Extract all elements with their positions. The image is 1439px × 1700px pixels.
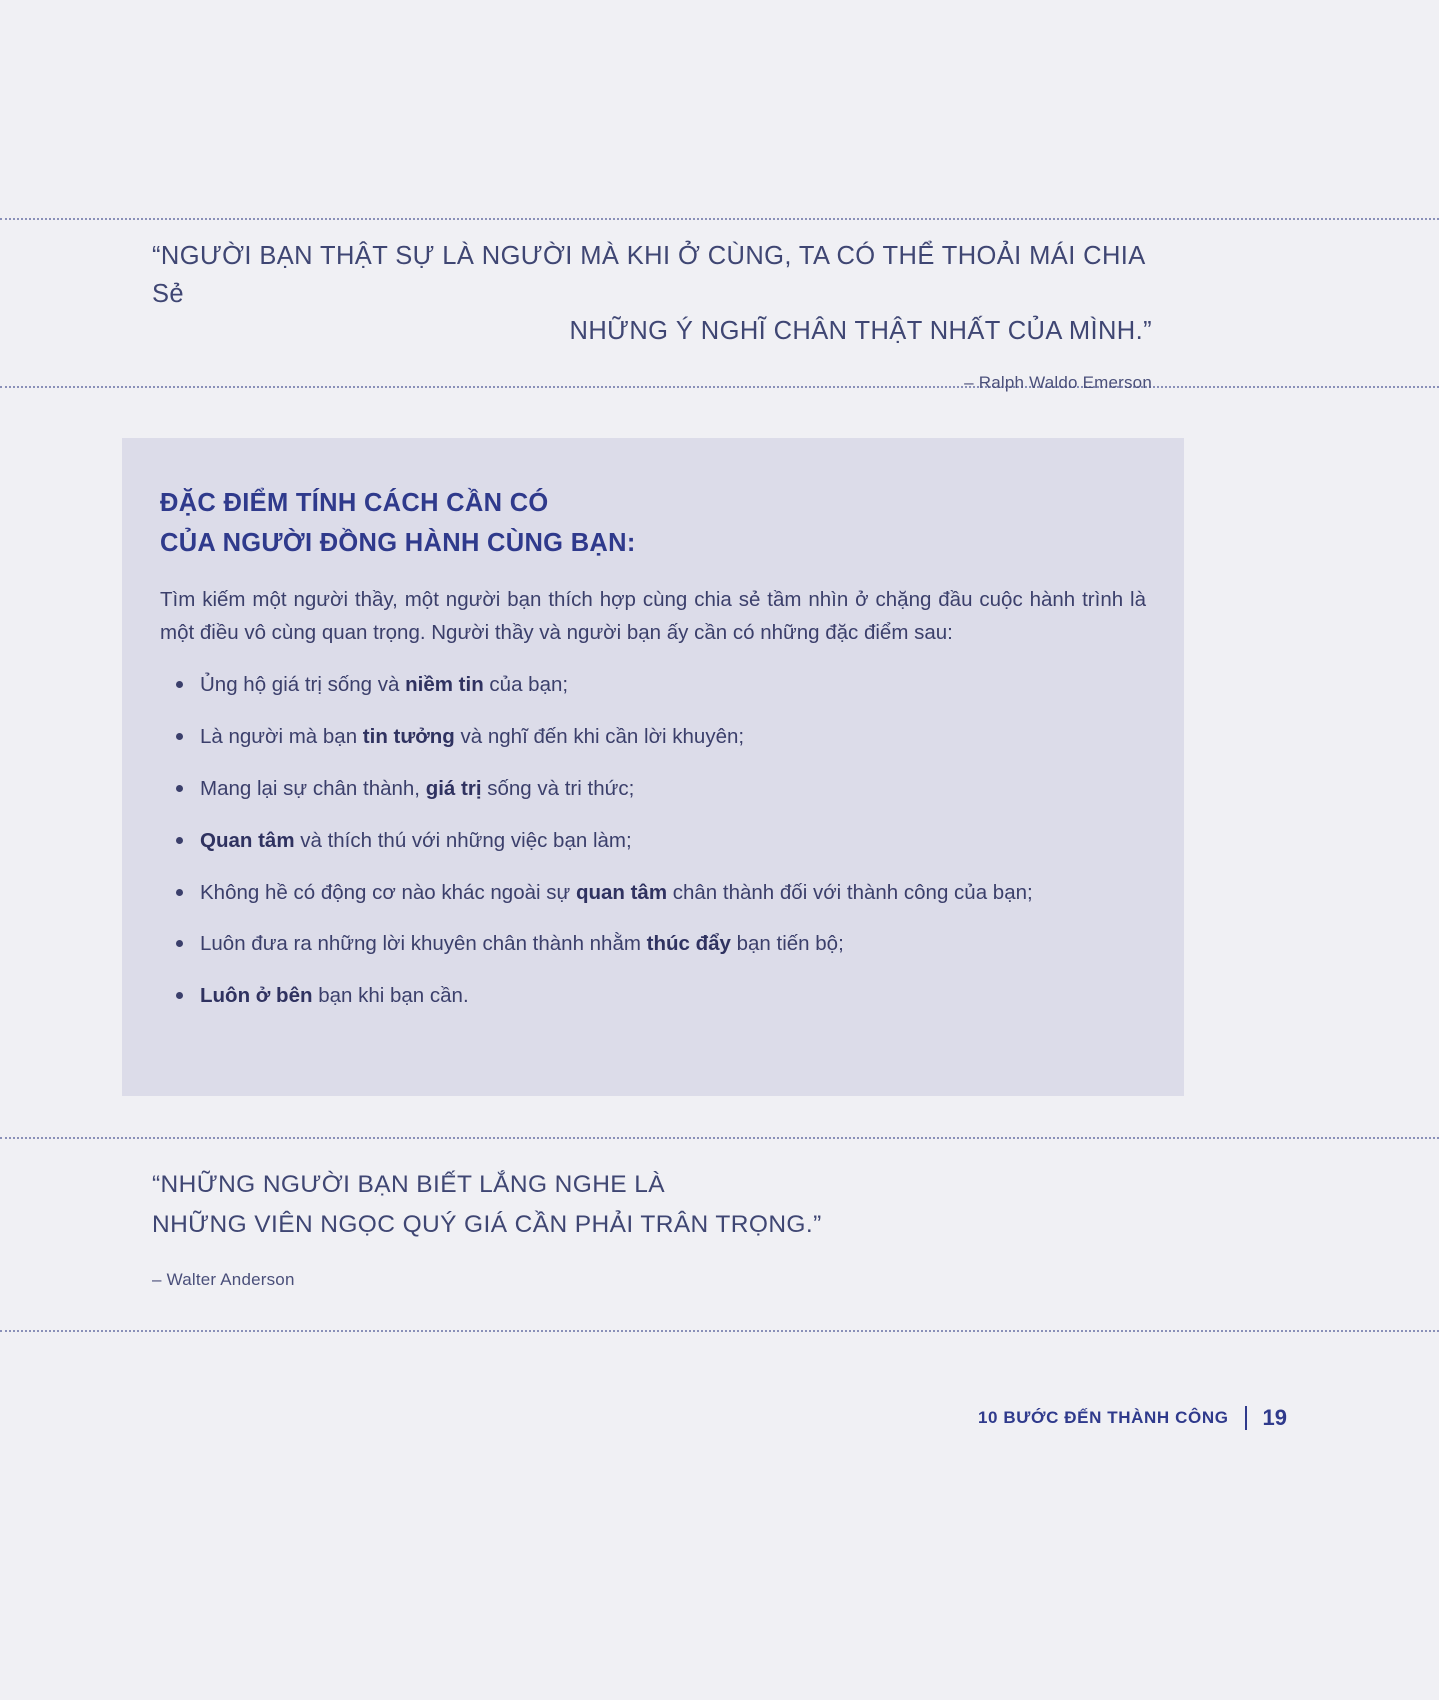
list-item-post: của bạn;: [483, 673, 569, 697]
divider-top: [0, 218, 1439, 220]
panel-heading-line-1: ĐẶC ĐIỂM TÍNH CÁCH CẦN CÓ: [160, 489, 549, 517]
panel-heading: [160, 484, 1146, 563]
panel-heading-line-2: CỦA NGƯỜI ĐỒNG HÀNH CÙNG BẠN:: [160, 528, 636, 557]
bullet-dot-icon: [176, 785, 183, 792]
characteristics-list: [160, 669, 1146, 1013]
quote-block-bottom: [152, 1165, 1152, 1290]
list-item-bold: niềm tin: [405, 673, 484, 697]
quote-bottom-line-1: “NHỮNG NGƯỜI BẠN BIẾT LẮNG NGHE LÀ: [152, 1171, 666, 1198]
bullet-dot-icon: [176, 992, 183, 999]
quote-bottom-line-2: NHỮNG VIÊN NGỌC QUÝ GIÁ CẦN PHẢI TRÂN TRỌNG.”: [152, 1210, 822, 1238]
footer-page-number: 19: [1262, 1405, 1287, 1430]
panel-intro-paragraph: Tìm kiếm một người thầy, một người bạn thích hợp cùng chia sẻ tầm nhìn ở chặng đầu cuộc hành trình là một điều vô cùng quan trọng. Người thầy và người bạn ấy cần có những đặc điểm sau:: [160, 588, 1146, 645]
bullet-dot-icon: [176, 681, 183, 688]
list-item-bold: giá trị: [425, 777, 482, 801]
bullet-dot-icon: [176, 889, 183, 896]
list-item-bold: quan tâm: [575, 880, 668, 904]
list-item-pre: Mang lại sự chân thành,: [200, 777, 426, 801]
list-item: [160, 773, 1146, 806]
list-item-post: bạn tiến bộ;: [730, 932, 844, 956]
list-item-post: sống và tri thức;: [481, 777, 635, 801]
list-item: [160, 980, 1146, 1013]
bullet-dot-icon: [176, 940, 183, 947]
list-item: [160, 928, 1146, 961]
list-item-post: và nghĩ đến khi cần lời khuyên;: [454, 725, 745, 749]
list-item-pre: Luôn đưa ra những lời khuyên chân thành nhằm: [200, 932, 647, 956]
list-item-pre: Không hề có động cơ nào khác ngoài sự: [200, 880, 576, 904]
list-item: [160, 669, 1146, 702]
bullet-dot-icon: [176, 733, 183, 740]
bullet-dot-icon: [176, 837, 183, 844]
list-item: [160, 877, 1146, 910]
list-item-bold: thúc đẩy: [646, 932, 731, 956]
page-footer: [978, 1405, 1287, 1431]
quote-block-top: [152, 238, 1152, 393]
quote-top-line-2: NHỮNG Ý NGHĨ CHÂN THẬT NHẤT CỦA MÌNH.”: [569, 317, 1152, 346]
divider-bottom: [0, 1330, 1439, 1332]
list-item: [160, 721, 1146, 754]
quote-top-line-1: “NGƯỜI BẠN THẬT SỰ LÀ NGƯỜI MÀ KHI Ở CÙNG, TA CÓ THỂ THOẢI MÁI CHIA Sẻ: [152, 242, 1145, 308]
list-item-pre: Ủng hộ giá trị sống và: [200, 673, 406, 697]
list-item-post: chân thành đối với thành công của bạn;: [667, 880, 1033, 904]
list-item-bold: tin tưởng: [362, 725, 455, 749]
list-item: [160, 825, 1146, 858]
list-item-post: bạn khi bạn cần.: [312, 984, 469, 1008]
characteristics-panel: [122, 438, 1184, 1096]
list-item-bold: Quan tâm: [200, 828, 295, 852]
list-item-bold: Luôn ở bên: [200, 984, 313, 1008]
list-item-pre: Là người mà bạn: [200, 725, 363, 749]
quote-top-author: – Ralph Waldo Emerson: [964, 373, 1152, 393]
footer-separator: [1245, 1406, 1247, 1430]
list-item-post: và thích thú với những việc bạn làm;: [294, 828, 632, 852]
quote-bottom-author: – Walter Anderson: [152, 1270, 295, 1290]
footer-book-title: 10 BƯỚC ĐẾN THÀNH CÔNG: [977, 1408, 1229, 1427]
divider-above-quote-bottom: [0, 1137, 1439, 1139]
